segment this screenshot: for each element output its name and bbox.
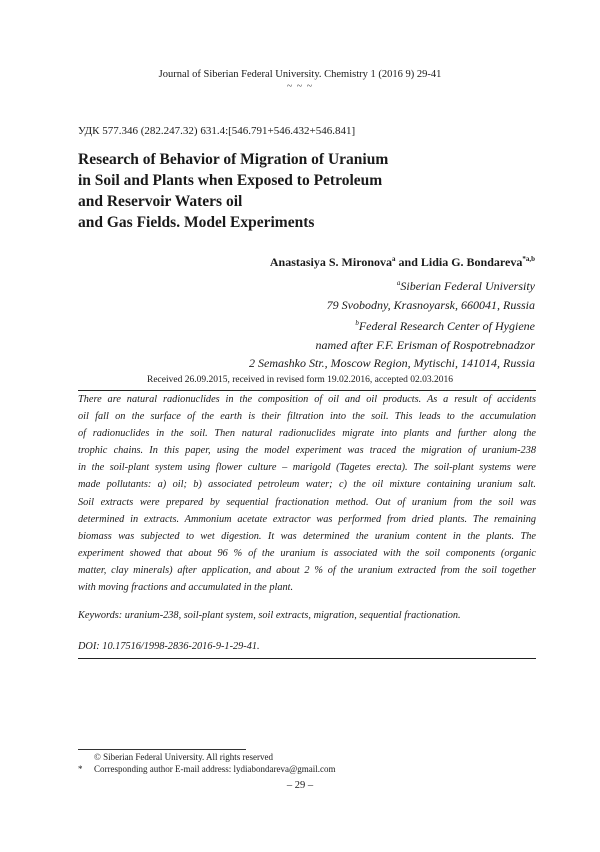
affiliation-line	[249, 274, 535, 296]
author-list	[270, 255, 535, 270]
author-name: Anastasiya S. Mironova	[269, 255, 393, 269]
received-dates: Received 26.09.2015, received in revised form 19.02.2016, accepted 02.03.2016	[146, 375, 454, 385]
udc-code: УДК 577.346 (282.247.32) 631.4:[546.791+546.432+546.841]	[78, 125, 356, 137]
author-affiliation-mark: a	[392, 255, 396, 263]
abstract-line: oil fall on the surface of the earth is their filtration into the soil. This leads to the accumulation	[78, 411, 536, 423]
keywords: Keywords: uranium-238, soil-plant system, soil extracts, migration, sequential fractionation.	[78, 610, 461, 621]
corresponding-text: Corresponding author E-mail address: lydiabondareva@gmail.com	[94, 764, 336, 774]
affiliation-text: Federal Research Center of Hygiene	[358, 319, 535, 334]
doi: DOI: 10.17516/1998-2836-2016-9-1-29-41.	[78, 641, 260, 652]
affiliation-line: 79 Svobodny, Krasnoyarsk, 660041, Russia	[326, 297, 535, 312]
abstract-line: biomass was subjected to wet digestion. It was determined the uranium content in the plants. The	[78, 530, 536, 542]
abstract-line: with moving fractions and accumulated in the plant.	[78, 582, 294, 594]
abstract-bottom-rule	[78, 658, 536, 659]
abstract-line: trophic chains. In this paper, using the model experiment was traced the migration of uranium-238	[78, 445, 536, 457]
affiliation-line: named after F.F. Erisman of Rospotrebnadzor	[315, 337, 535, 352]
affiliation-line: 2 Semashko Str., Moscow Region, Mytischi, 141014, Russia	[249, 356, 535, 371]
corresponding-footnote	[78, 764, 335, 774]
page-number: – 29 –	[286, 780, 314, 791]
abstract-line: in the soil-plant system using flower culture – marigold (Tagetes erecta). The soil-plant systems were	[78, 462, 536, 474]
author-name: Lidia G. Bondareva	[420, 255, 523, 269]
footnote-rule	[78, 749, 246, 750]
abstract-line: matter, clay minerals) after application, and about 2 % of the uranium extracted from the soil together	[78, 564, 536, 576]
title-line: and Gas Fields. Model Experiments	[78, 214, 315, 231]
title-line: Research of Behavior of Migration of Uranium	[78, 151, 389, 168]
abstract-line: of radionuclides in the soil. Then natural radionuclides migrate into plants and further along the	[78, 428, 536, 440]
abstract-line: There are natural radionuclides in the composition of oil and oil products. As a result of accidents	[78, 394, 536, 405]
abstract-line: Soil extracts were prepared by sequential fractionation method. Out of uranium from the soil was	[78, 496, 536, 508]
abstract	[78, 391, 536, 596]
abstract-line: experiment showed that about 96 % of the uranium is associated with the soil components (organic	[78, 547, 536, 559]
abstract-line: made pollutants: a) oil; b) associated petroleum water; c) the oil mixture containing uranium salt.	[78, 479, 536, 491]
affiliation-mark: a	[396, 279, 401, 287]
affiliation-text: Siberian Federal University	[400, 279, 535, 293]
title-line: in Soil and Plants when Exposed to Petroleum	[78, 172, 383, 189]
copyright-footnote: © Siberian Federal University. All rights reserved	[94, 752, 273, 762]
author-connector: and	[395, 255, 421, 269]
header-separator: ~ ~ ~	[286, 81, 314, 92]
affiliations	[249, 274, 535, 373]
abstract-line: determined in extracts. Ammonium acetate extractor was performed from dried plants. The remaining	[78, 513, 536, 525]
journal-header: Journal of Siberian Federal University. Chemistry 1 (2016 9) 29-41	[158, 69, 442, 80]
title-line: and Reservoir Waters oil	[78, 193, 243, 210]
footnote-star: *	[78, 764, 83, 774]
author-affiliation-mark: *a,b	[522, 255, 535, 263]
affiliation-mark: b	[355, 319, 359, 328]
paper-title	[78, 149, 478, 233]
affiliation-line	[249, 314, 535, 336]
